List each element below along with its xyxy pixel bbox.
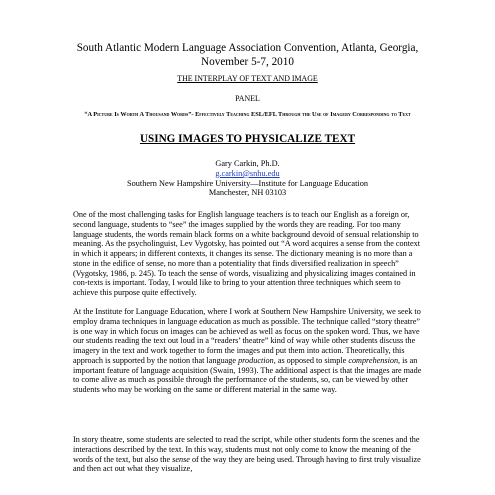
- emphasis-production: production,: [238, 355, 276, 365]
- text-run: At the Institute for Language Education, where I work at Southern New Hampshire University, we seek to employ drama techniques in language education as much as possible. The technique called “story theatre” is one way in which focus on images can be achieved as well as focus on the spoken word. Thus, we have our students reading the text out loud in a “readers’ theatre” kind of way while other students discuss the imagery in the text and work together to form the images and put them into action. Theoretically, this approach is supported by the notion that language: [73, 307, 421, 365]
- text-run: In story theatre, some students are selected to read the script, while other students form the scenes and the interactions described by the text. In this way, students must not only come to know the meaning of the words of the text, but also the: [73, 435, 420, 464]
- paragraph-text: [73, 435, 425, 474]
- panel-subtitle: “A Picture Is Worth A Thousand Words”- Effectively Teaching ESL/EFL Through the Use of Imagery Corresponding to Text: [84, 111, 411, 118]
- author-name: Gary Carkin, Ph.D.: [215, 159, 280, 168]
- text-run: of the way they are being used. Through having to first truly visualize and then act out what they visualize,: [73, 454, 421, 474]
- conference-header: [40, 42, 455, 69]
- section-title: THE INTERPLAY OF TEXT AND IMAGE: [177, 74, 318, 83]
- paragraph-text: [73, 307, 425, 395]
- panel-label: PANEL: [235, 94, 260, 103]
- paper-title: USING IMAGES TO PHYSICALIZE TEXT: [139, 133, 356, 145]
- emphasis-comprehension: comprehension,: [348, 355, 401, 365]
- author-email-link[interactable]: g.carkin@snhu.edu: [215, 168, 280, 178]
- affiliation: Southern New Hampshire University—Institute for Language Education: [126, 178, 368, 188]
- text-run: as opposed to simple: [275, 355, 349, 365]
- body-paragraph-1: [73, 210, 425, 298]
- text-run: is an important feature of language acquisition (Swain, 1993). The additional aspect is that the images are made to come alive as much as possible through the performance of the students, so, can be viewed by other students who may be working on the same or different material in the same way.: [73, 355, 422, 394]
- body-paragraph-2: [73, 307, 425, 395]
- emphasis-sense: sense: [172, 454, 190, 464]
- location: Manchester, NH 03103: [208, 188, 287, 198]
- body-paragraph-3: [73, 435, 425, 474]
- conference-line-1: South Atlantic Modern Language Association Convention, Atlanta, Georgia,: [76, 42, 419, 54]
- conference-line-2: November 5-7, 2010: [201, 55, 294, 68]
- paragraph-text: One of the most challenging tasks for English language teachers is to teach our English as a foreign or, second language, students to “see” the images supplied by the words they are reading. For too many language students, the words remain black forms on a white background devoid of sensual relationship to meaning. As the psycholinguist, Lev Vygotsky, has pointed out “A word acquires a sense from the context in which it appears; in different contexts, it changes its sense. The dictionary meaning is no more than a stone in the edifice of sense, no more than a potentiality that finds diversified realization in speech” (Vygotsky, 1986, p. 245). To teach the sense of words, visualizing and physicalizing images contained in con-texts is important. Today, I would like to bring to your attention three techniques which seem to achieve this purpose quite effectively.: [73, 210, 420, 297]
- author-block: [40, 159, 455, 198]
